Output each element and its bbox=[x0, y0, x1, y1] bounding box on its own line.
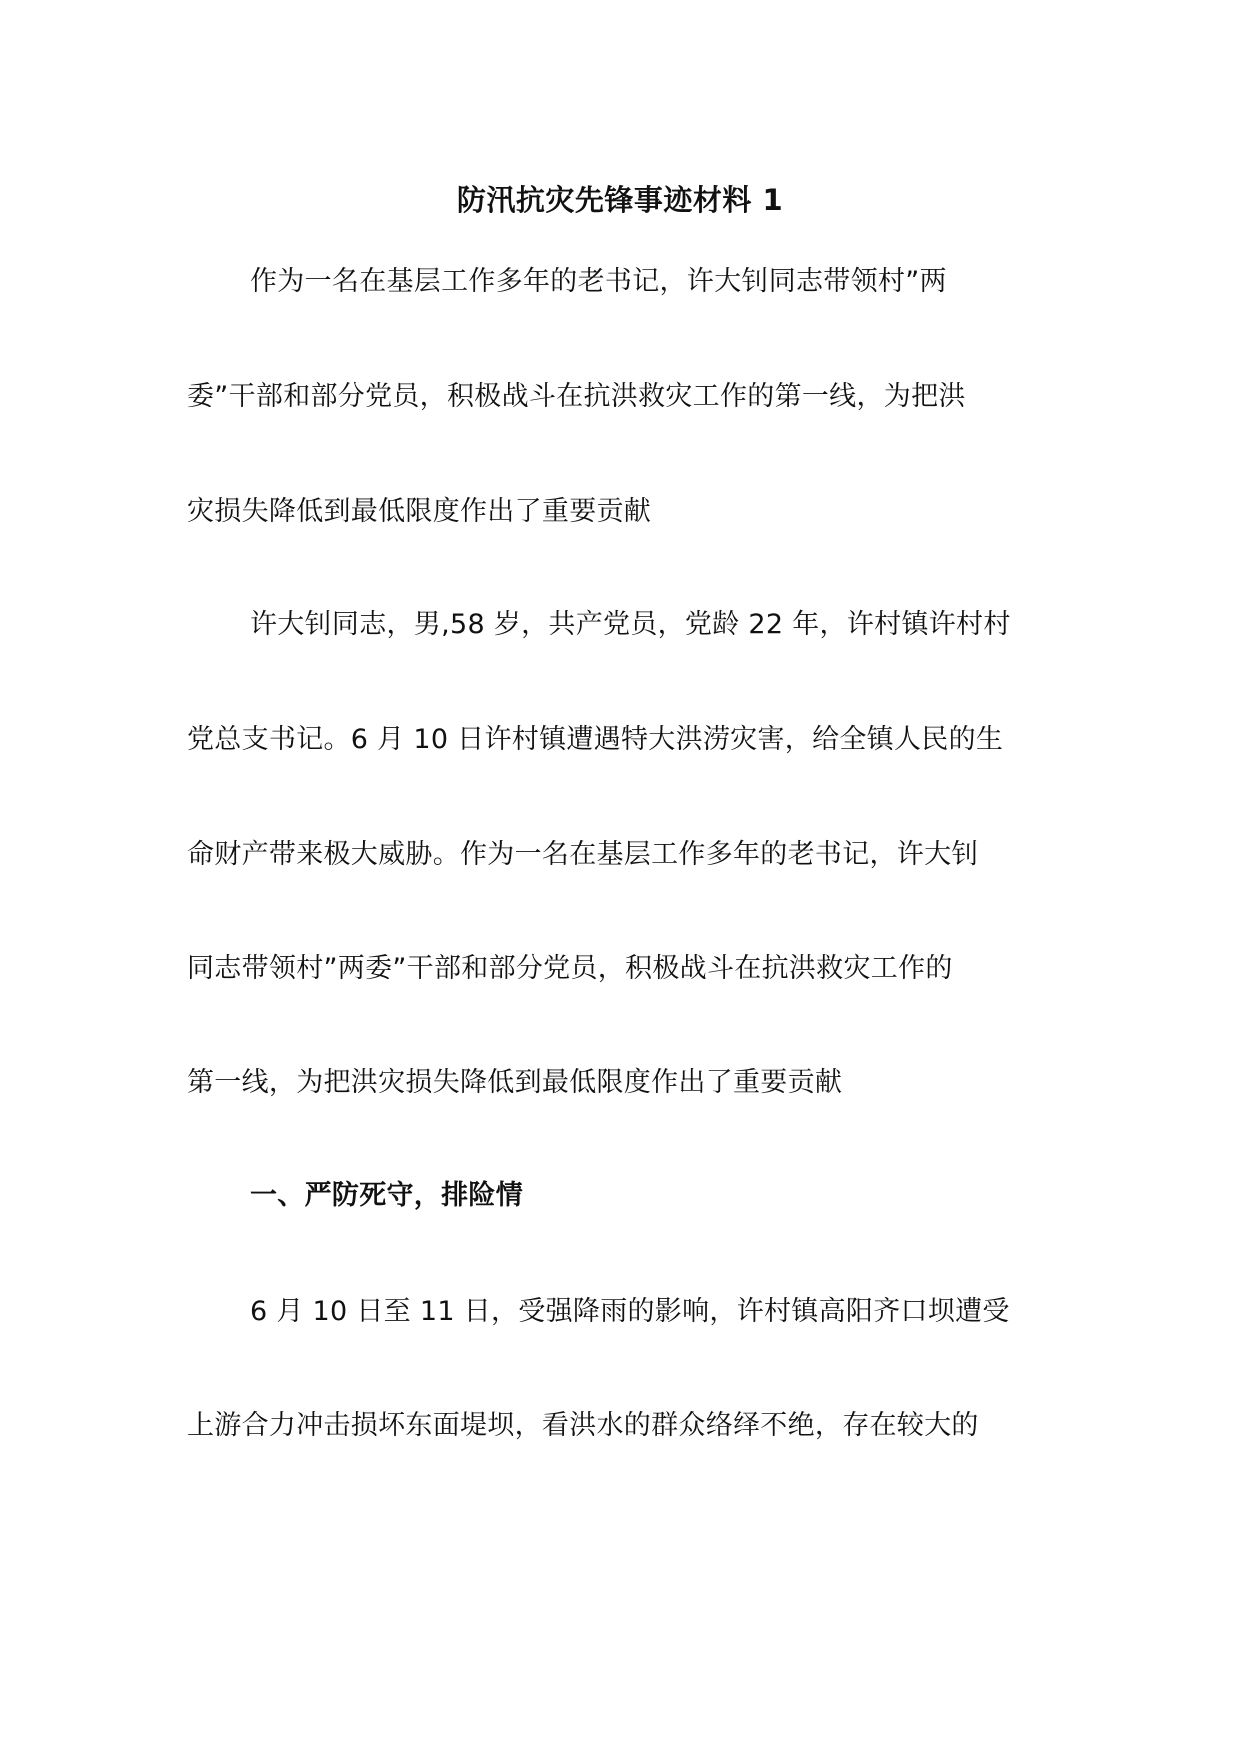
paragraph-2-line-1: 许大钊同志，男,58 岁，共产党员，党龄 22 年，许村镇许村村 bbox=[250, 609, 1011, 640]
paragraph-2-line-5: 第一线，为把洪灾损失降低到最低限度作出了重要贡献 bbox=[187, 1067, 843, 1098]
section-heading: 一、严防死守，排险情 bbox=[250, 1180, 523, 1211]
paragraph-3-line-1: 6 月 10 日至 11 日，受强降雨的影响，许村镇高阳齐口坝遭受 bbox=[250, 1296, 1010, 1327]
document-title: 防汛抗灾先锋事迹材料 1 bbox=[456, 183, 784, 217]
paragraph-2-line-3: 命财产带来极大威胁。作为一名在基层工作多年的老书记，许大钊 bbox=[187, 839, 979, 870]
paragraph-1-line-2: 委”干部和部分党员，积极战斗在抗洪救灾工作的第一线，为把洪 bbox=[187, 381, 966, 412]
paragraph-1-line-3: 灾损失降低到最低限度作出了重要贡献 bbox=[187, 496, 652, 527]
paragraph-2-line-2: 党总支书记。6 月 10 日许村镇遭遇特大洪涝灾害，给全镇人民的生 bbox=[187, 724, 1004, 755]
paragraph-3-line-2: 上游合力冲击损坏东面堤坝，看洪水的群众络绎不绝，存在较大的 bbox=[187, 1410, 979, 1441]
paragraph-1-line-1: 作为一名在基层工作多年的老书记，许大钊同志带领村”两 bbox=[250, 266, 947, 297]
paragraph-2-line-4: 同志带领村”两委”干部和部分党员，积极战斗在抗洪救灾工作的 bbox=[187, 953, 953, 984]
